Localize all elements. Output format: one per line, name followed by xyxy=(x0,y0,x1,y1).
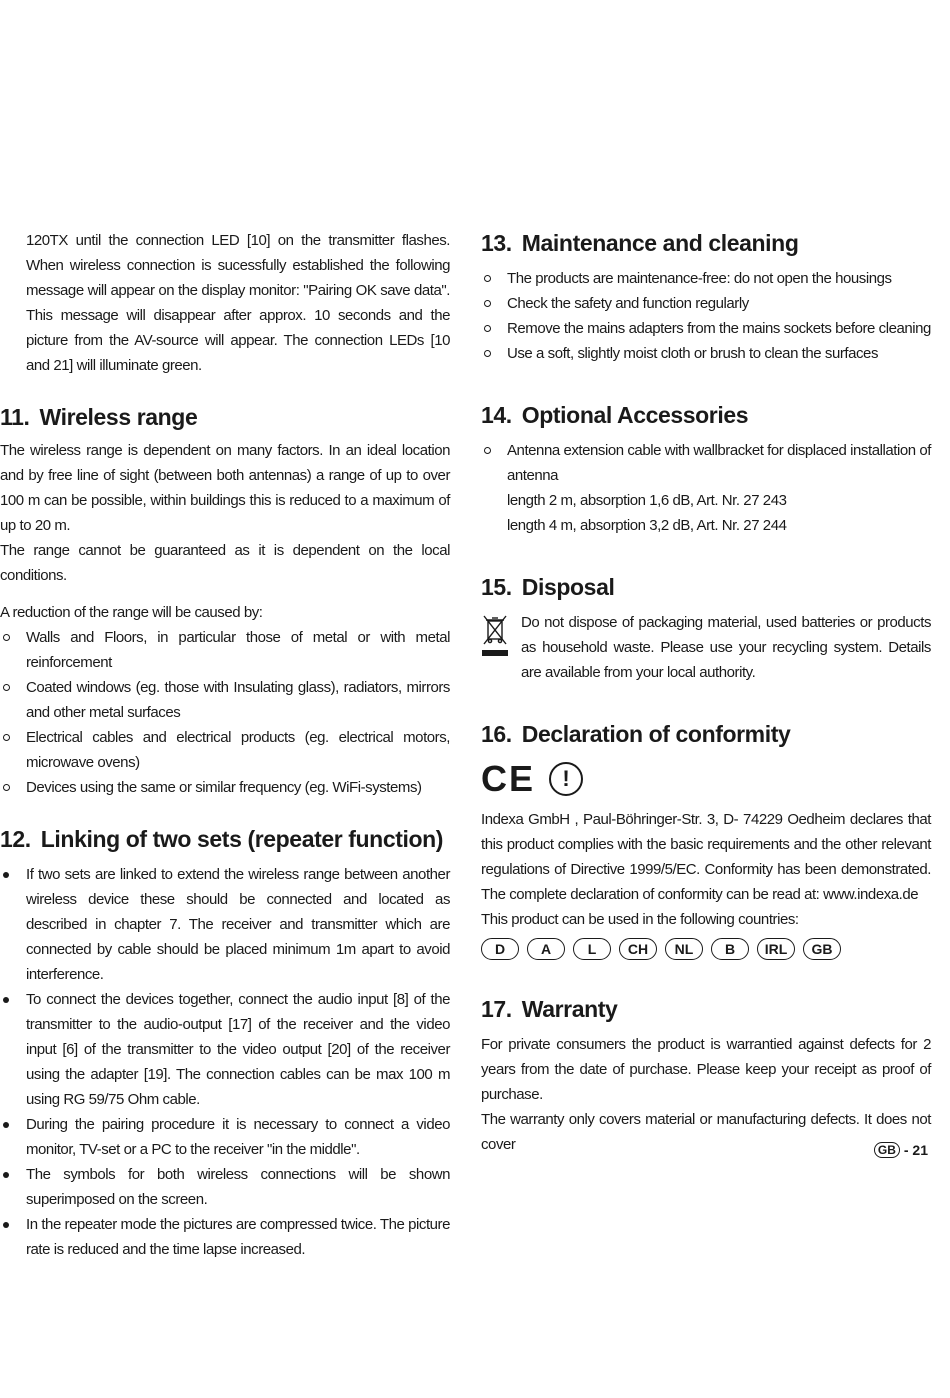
section-title: Warranty xyxy=(521,996,618,1022)
s11-paragraph-2: The range cannot be guaranteed as it is dependent on the local conditions. xyxy=(0,542,450,584)
disposal-block xyxy=(481,610,931,685)
country-badge: B xyxy=(711,938,749,960)
section-17-heading xyxy=(481,994,931,1024)
country-badge: D xyxy=(481,938,519,960)
section-title: Optional Accessories xyxy=(521,402,749,428)
country-list xyxy=(481,938,931,960)
crossed-out-bin-icon xyxy=(481,610,509,685)
accessory-line-2: length 4 m, absorption 3,2 dB, Art. Nr. 27 244 xyxy=(507,517,787,534)
s17-paragraph-1: For private consumers the product is warrantied against defects for 2 years from the date of purchase. Please keep your receipt as proof of purchase. xyxy=(481,1036,931,1103)
list-item: Electrical cables and electrical products (eg. electrical motors, microwave ovens) xyxy=(0,725,450,775)
country-badge: GB xyxy=(803,938,841,960)
left-column xyxy=(0,228,450,1262)
s13-list xyxy=(481,266,931,366)
section-16-heading xyxy=(481,719,931,749)
list-item: The symbols for both wireless connections will be shown superimposed on the screen. xyxy=(0,1162,450,1212)
page-footer xyxy=(874,1142,928,1158)
list-item: If two sets are linked to extend the wireless range between another wireless device these should be connected and located as described in chapter 7. The receiver and transmitter which are connected by cable should be placed minimum 1m apart to avoid interference. xyxy=(0,862,450,987)
s11-paragraph-1: The wireless range is dependent on many factors. In an ideal location and by free line of sight (between both antennas) a range of up to over 100 m can be possible, within buildings this is reduced to a maximum of up to 20 m. xyxy=(0,442,450,534)
section-title: Wireless range xyxy=(39,404,198,430)
list-item: During the pairing procedure it is necessary to connect a video monitor, TV-set or a PC to the receiver "in the middle". xyxy=(0,1112,450,1162)
list-item: In the repeater mode the pictures are compressed twice. The picture rate is reduced and the time lapse increased. xyxy=(0,1212,450,1262)
s14-list xyxy=(481,438,931,488)
accessory-line-1: length 2 m, absorption 1,6 dB, Art. Nr. 27 243 xyxy=(507,492,787,509)
list-item: Remove the mains adapters from the mains sockets before cleaning xyxy=(481,316,931,341)
right-column xyxy=(481,228,931,1157)
s16-paragraph-1: Indexa GmbH , Paul-Böhringer-Str. 3, D- 74229 Oedheim declares that this product complies with the basic requirements and the other relevant regulations of Directive 1999/5/EC. Conformity has been demonstrated. The complete declaration of conformity can be read at: www.indexa.de xyxy=(481,811,931,903)
section-14-heading xyxy=(481,400,931,430)
list-item: Use a soft, slightly moist cloth or brush to clean the surfaces xyxy=(481,341,931,366)
country-badge: IRL xyxy=(757,938,795,960)
list-item: Devices using the same or similar frequency (eg. WiFi-systems) xyxy=(0,775,450,800)
section-15-heading xyxy=(481,572,931,602)
alert-class-icon: ! xyxy=(549,762,583,796)
section-number: 13. xyxy=(481,230,512,256)
language-badge: GB xyxy=(874,1142,900,1158)
s12-list xyxy=(0,862,450,1262)
s16-paragraph-2: This product can be used in the following countries: xyxy=(481,911,799,928)
country-badge: L xyxy=(573,938,611,960)
list-item: Antenna extension cable with wallbracket for displaced installation of antenna xyxy=(481,438,931,488)
list-item: Check the safety and function regularly xyxy=(481,291,931,316)
intro-paragraph: 120TX until the connection LED [10] on the transmitter flashes. When wireless connection is sucessfully established the following message will appear on the display monitor: "Pairing OK save data". This message will disappear after approx. 10 seconds and the picture from the AV-source will appear. The connection LEDs [10 and 21] will illuminate green. xyxy=(26,232,450,374)
page-number: - 21 xyxy=(903,1142,928,1158)
section-title: Disposal xyxy=(521,574,615,600)
conformity-marks xyxy=(481,758,931,799)
section-number: 14. xyxy=(481,402,512,428)
section-11-heading xyxy=(0,402,450,432)
section-number: 17. xyxy=(481,996,512,1022)
list-item: Coated windows (eg. those with Insulating glass), radiators, mirrors and other metal surfaces xyxy=(0,675,450,725)
s11-paragraph-3: A reduction of the range will be caused by: xyxy=(0,604,263,621)
s11-list xyxy=(0,625,450,800)
country-badge: A xyxy=(527,938,565,960)
section-title: Maintenance and cleaning xyxy=(521,230,799,256)
s17-paragraph-2: The warranty only covers material or manufacturing defects. It does not cover xyxy=(481,1111,931,1153)
section-title: Linking of two sets (repeater function) xyxy=(40,826,444,852)
disposal-text: Do not dispose of packaging material, used batteries or products as household waste. Please use your recycling system. Details are available from your local authority. xyxy=(521,614,931,681)
list-item: The products are maintenance-free: do not open the housings xyxy=(481,266,931,291)
section-title: Declaration of conformity xyxy=(521,721,791,747)
ce-mark-icon: CE xyxy=(481,758,536,799)
list-item: To connect the devices together, connect the audio input [8] of the transmitter to the audio-output [17] of the receiver and the video input [6] of the transmitter to the video output [20] of the receiver using the adapter [19]. The connection cables can be max 100 m using RG 59/75 Ohm cable. xyxy=(0,987,450,1112)
section-number: 16. xyxy=(481,721,512,747)
section-number: 15. xyxy=(481,574,512,600)
list-item: Walls and Floors, in particular those of metal or with metal reinforcement xyxy=(0,625,450,675)
section-13-heading xyxy=(481,228,931,258)
country-badge: CH xyxy=(619,938,657,960)
country-badge: NL xyxy=(665,938,703,960)
section-number: 12. xyxy=(0,826,31,852)
section-12-heading xyxy=(0,824,450,854)
section-number: 11. xyxy=(0,404,30,430)
